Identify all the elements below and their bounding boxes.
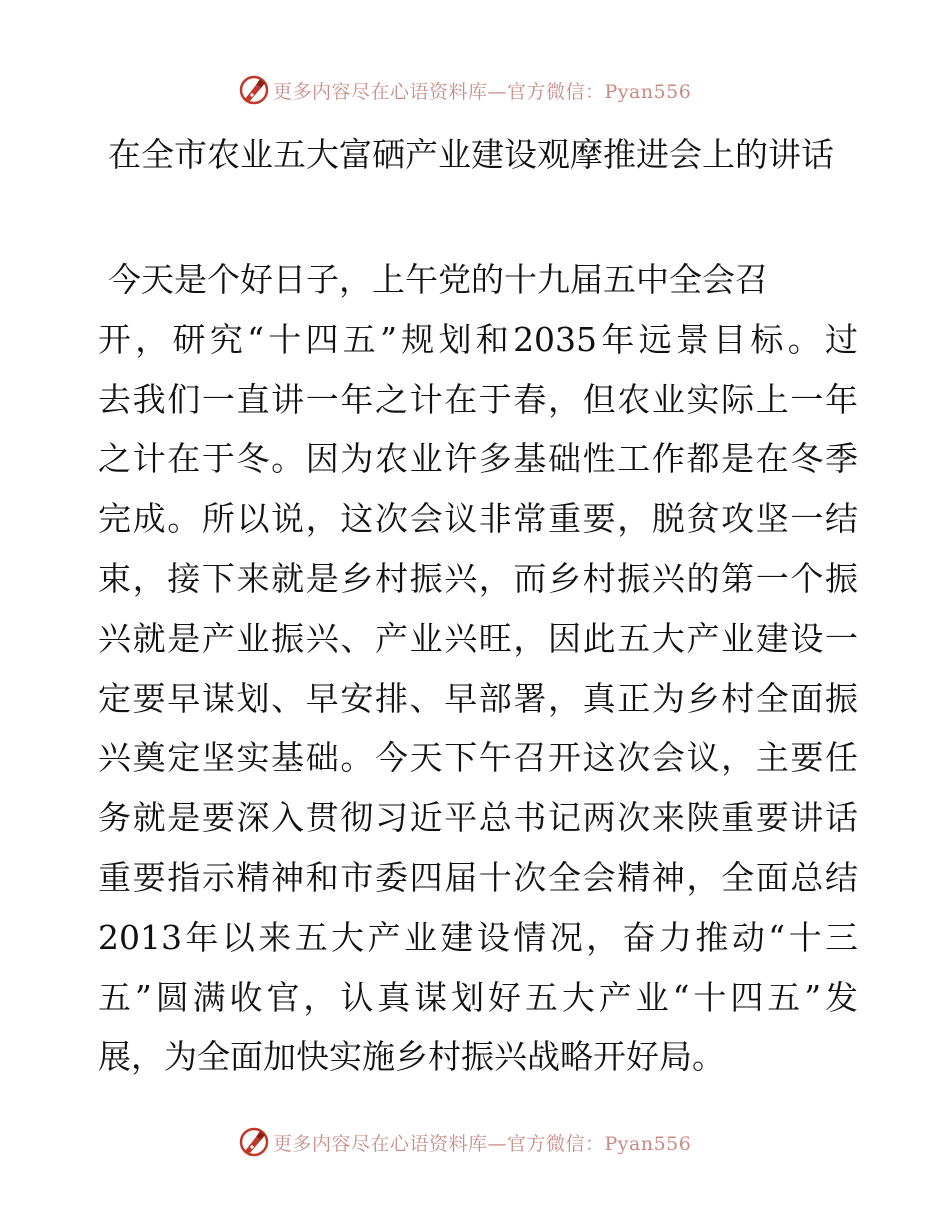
body-line: 去我们一直讲一年之计在于春，但农业实际上一年 [98,379,858,419]
body-line: 兴就是产业振兴、产业兴旺，因此五大产业建设一 [98,618,858,658]
body-line: 展，为全面加快实施乡村振兴战略开好局。 [98,1037,725,1077]
footer-watermark [237,1124,691,1160]
document-title: 在全市农业五大富硒产业建设观摩推进会上的讲话 [108,135,834,174]
pen-nib-logo-icon [237,73,271,107]
body-line: 兴奠定坚实基础。今天下午召开这次会议，主要任 [98,738,858,778]
header-watermark [237,72,691,108]
body-paragraph [98,250,858,1087]
body-line: 开，研究“十四五”规划和2035年远景目标。过 [98,319,858,359]
body-line: 之计在于冬。因为农业许多基础性工作都是在冬季 [98,439,858,479]
body-line: 完成。所以说，这次会议非常重要，脱贫攻坚一结 [98,499,858,539]
body-line: 定要早谋划、早安排、早部署，真正为乡村全面振 [98,678,858,718]
watermark-text: 更多内容尽在心语资料库—官方微信：Pyan556 [273,1132,692,1155]
body-line: 五”圆满收官，认真谋划好五大产业“十四五”发 [98,977,858,1017]
body-line: 重要指示精神和市委四届十次全会精神，全面总结 [98,857,858,897]
body-line: 今天是个好日子，上午党的十九届五中全会召 [108,260,768,299]
watermark-text: 更多内容尽在心语资料库—官方微信：Pyan556 [273,80,692,103]
body-line: 务就是要深入贯彻习近平总书记两次来陕重要讲话 [98,798,858,838]
body-line: 2013年以来五大产业建设情况，奋力推动“十三 [98,917,858,957]
body-line: 束，接下来就是乡村振兴，而乡村振兴的第一个振 [98,558,858,598]
pen-nib-logo-icon [237,1125,271,1159]
